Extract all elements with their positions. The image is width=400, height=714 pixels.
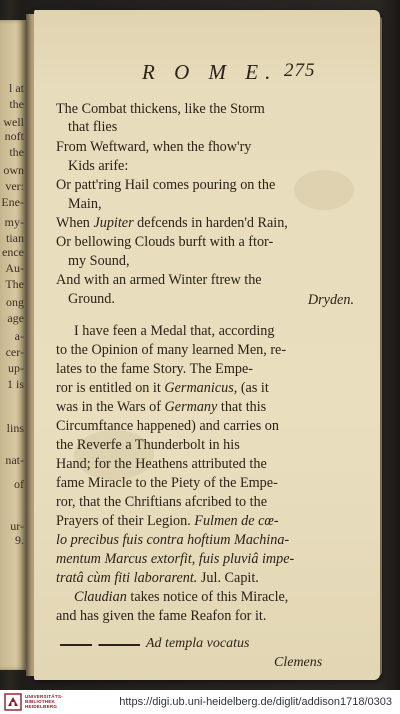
facing-page-fragment: 1 is (6, 377, 24, 391)
paragraph-line (56, 381, 269, 395)
library-name-line: BIBLIOTHEK (25, 699, 56, 705)
citation: Jul. Capit. (200, 570, 259, 586)
poem-line: The Combat thickens, like the Storm (56, 101, 265, 117)
poem-line (56, 216, 288, 230)
poem-line: that flies (68, 119, 118, 135)
paragraph-line (56, 514, 279, 528)
latin-quote: Fulmen de cœ- (194, 513, 279, 529)
paragraph-line: ror, that the Chriftians afcribed to the (56, 494, 267, 510)
poem-line: Or patt'ring Hail comes pouring on the (56, 177, 276, 193)
poem-line: Or bellowing Clouds burft with a ftor- (56, 234, 274, 250)
paper-stain (294, 170, 354, 210)
footnote-line: Ad templa vocatus (146, 636, 250, 651)
paragraph-line: to the Opinion of many learned Men, re- (56, 342, 287, 358)
paragraph-text: takes notice of this Miracle, (130, 589, 289, 605)
poem-line: Ground. (68, 291, 115, 307)
facing-page-fragment: cer- (5, 345, 24, 359)
facing-page-fragment: l at (9, 81, 24, 95)
poem-line: Kids arife: (68, 158, 129, 174)
facing-page-fragment: well (3, 115, 24, 129)
paragraph-line: fame Miracle to the Piety of the Empe- (56, 475, 278, 491)
facing-page-fragment: ong (6, 295, 24, 309)
paragraph-text: was in the Wars of (56, 399, 161, 415)
facing-page-fragment: the (9, 97, 24, 111)
facing-page-fragment: 9. (15, 533, 24, 547)
facing-page-fragment: nat- (5, 453, 24, 467)
paragraph-line: I have feen a Medal that, according (74, 323, 275, 339)
page-header (34, 60, 380, 84)
poem-attribution: Dryden. (307, 292, 354, 308)
facing-page-fragment: my- (4, 215, 24, 229)
paragraph-text: (as it (240, 380, 269, 396)
digital-object-link[interactable]: https://digi.ub.uni-heidelberg.de/diglit/addison1718/0303 (119, 696, 392, 708)
footnote-rule (60, 644, 140, 646)
facing-page-fragment: lins (6, 421, 24, 435)
facing-page-edge (0, 20, 26, 670)
latin-quote: tratâ cùm fiti laborarent. (56, 570, 198, 586)
paragraph-line (56, 400, 266, 414)
paragraph-line (74, 590, 288, 604)
book-page (34, 10, 380, 680)
paragraph-line (56, 571, 259, 585)
claudian-name: Claudian (74, 589, 127, 605)
poem-line: Main, (68, 196, 102, 212)
viewer-footer (0, 690, 400, 714)
germanicus-term: Germanicus, (164, 380, 238, 396)
paragraph-line: Circumftance happened) and carries on (56, 418, 279, 434)
facing-page-fragment: of (14, 477, 24, 491)
poem-word: When (56, 215, 90, 231)
facing-page-fragment: noft (4, 129, 24, 143)
facing-page-fragment: Au- (5, 261, 24, 275)
facing-page-fragment: the (9, 145, 24, 159)
paragraph-text: that this (220, 399, 267, 415)
latin-quote-line: mentum Marcus extorfit, fuis pluviâ impe- (56, 551, 295, 567)
jupiter-name: Jupiter (93, 215, 134, 231)
paragraph-text: ror is entitled on it (56, 380, 161, 396)
facing-page-fragment: ur- (10, 519, 24, 533)
paragraph-text: Prayers of their Legion. (56, 513, 191, 529)
facing-page-fragment: ence (2, 245, 24, 259)
poem-line: my Sound, (68, 253, 130, 269)
facing-page-fragment: The (5, 277, 24, 291)
university-logo-icon (4, 693, 22, 711)
latin-quote-line: lo precibus fuis contra hoftium Machina- (56, 532, 290, 548)
facing-page-fragment: tian (6, 231, 24, 245)
paragraph-line: the Reverfe a Thunderbolt in his (56, 437, 240, 453)
facing-page-fragment: own (3, 163, 24, 177)
facing-page-fragment: Ene- (1, 195, 24, 209)
poem-line: From Weftward, when the fhow'ry (56, 139, 252, 155)
facing-page-fragment: a- (14, 329, 24, 343)
paragraph-line: lates to the fame Story. The Empe- (56, 361, 253, 377)
poem-word: defcends in harden'd Rain, (137, 215, 288, 231)
facing-page-fragment: up- (8, 361, 24, 375)
library-name-line: UNIVERSITÄTS- (25, 694, 63, 699)
poem-line: And with an armed Winter ftrew the (56, 272, 262, 288)
facing-page-fragment: age (7, 311, 24, 325)
page-number: 275 (284, 60, 316, 81)
facing-page-fragment: ver: (5, 179, 24, 193)
germany-term: Germany (164, 399, 218, 415)
paragraph-line: Hand; for the Heathens attributed the (56, 456, 267, 472)
footnote-line: Clemens (274, 655, 323, 670)
library-name-line: HEIDELBERG (25, 704, 58, 710)
library-name (25, 694, 63, 710)
paragraph-line: and has given the fame Reafon for it. (56, 608, 267, 624)
running-head: R O M E. (142, 60, 278, 84)
